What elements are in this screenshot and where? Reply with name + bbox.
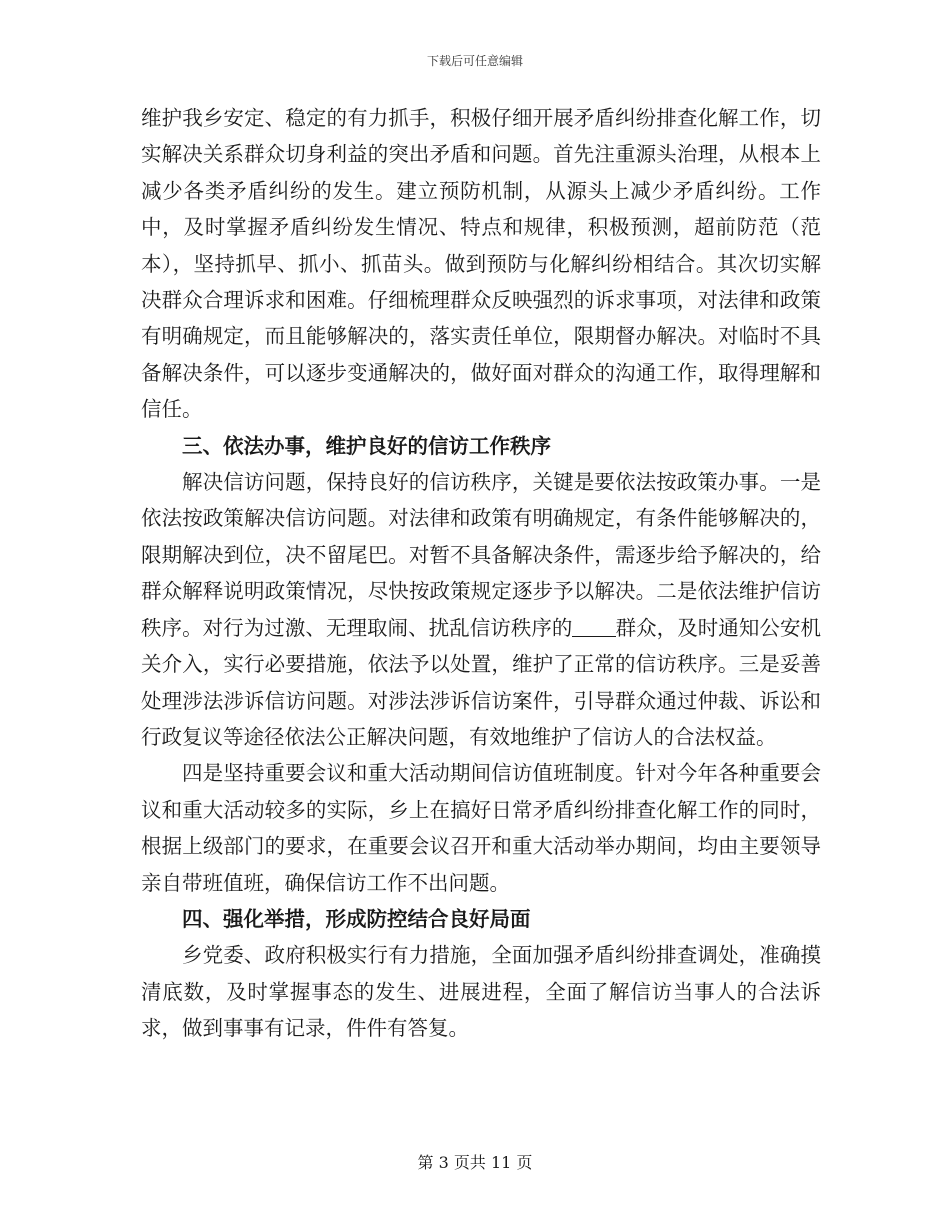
paragraph-petition-order [141, 464, 821, 755]
paragraph-text-after-blank: 群众，及时通知公安机关介入，实行必要措施，依法予以处置，维护了正常的信访秩序。三是妥善处理涉法涉诉信访问题。对涉法涉诉信访案件，引导群众通过仲裁、诉讼和行政复议等途径依法公正解决问题，有效地维护了信访人的合法权益。 [141, 615, 821, 749]
paragraph-duty-system: 四是坚持重要会议和重大活动期间信访值班制度。针对今年各种重要会议和重大活动较多的实际，乡上在搞好日常矛盾纠纷排查化解工作的同时，根据上级部门的要求，在重要会议召开和重大活动举办期间，均由主要领导亲自带班值班，确保信访工作不出问题。 [141, 761, 821, 895]
section-heading-4: 四、强化举措，形成防控结合良好局面 [182, 906, 531, 931]
paragraph-continued: 维护我乡安定、稳定的有力抓手，积极仔细开展矛盾纠纷排查化解工作，切实解决关系群众切身利益的突出矛盾和问题。首先注重源头治理，从根本上减少各类矛盾纠纷的发生。建立预防机制，从源头上减少矛盾纠纷。工作中，及时掌握矛盾纠纷发生情况、特点和规律，积极预测，超前防范（范本），坚持抓早、抓小、抓苗头。做到预防与化解纠纷相结合。其次切实解决群众合理诉求和困难。仔细梳理群众反映强烈的诉求事项，对法律和政策有明确规定，而且能够解决的，落实责任单位，限期督办解决。对临时不具备解决条件，可以逐步变通解决的，做好面对群众的沟通工作，取得理解和信任。 [141, 106, 821, 422]
page-header-note: 下载后可任意编辑 [426, 54, 523, 68]
paragraph-text-before-blank: 解决信访问题，保持良好的信访秩序，关键是要依法按政策办事。一是依法按政策解决信访问题。对法律和政策有明确规定，有条件能够解决的，限期解决到位，决不留尾巴。对暂不具备解决条件，需逐步给予解决的，给群众解释说明政策情况，尽快按政策规定逐步予以解决。二是依法维护信访秩序。对行为过激、无理取闹、扰乱信访秩序的 [141, 470, 821, 640]
section-heading-3: 三、依法办事，维护良好的信访工作秩序 [182, 433, 551, 458]
document-body [141, 100, 821, 1047]
paragraph-measures: 乡党委、政府积极实行有力措施，全面加强矛盾纠纷排查调处，准确摸清底数，及时掌握事态的发生、进展进程，全面了解信访当事人的合法诉求，做到事事有记录，件件有答复。 [141, 943, 821, 1041]
page-number-footer: 第 3 页共 11 页 [417, 1153, 533, 1172]
blank-underline [572, 615, 615, 637]
